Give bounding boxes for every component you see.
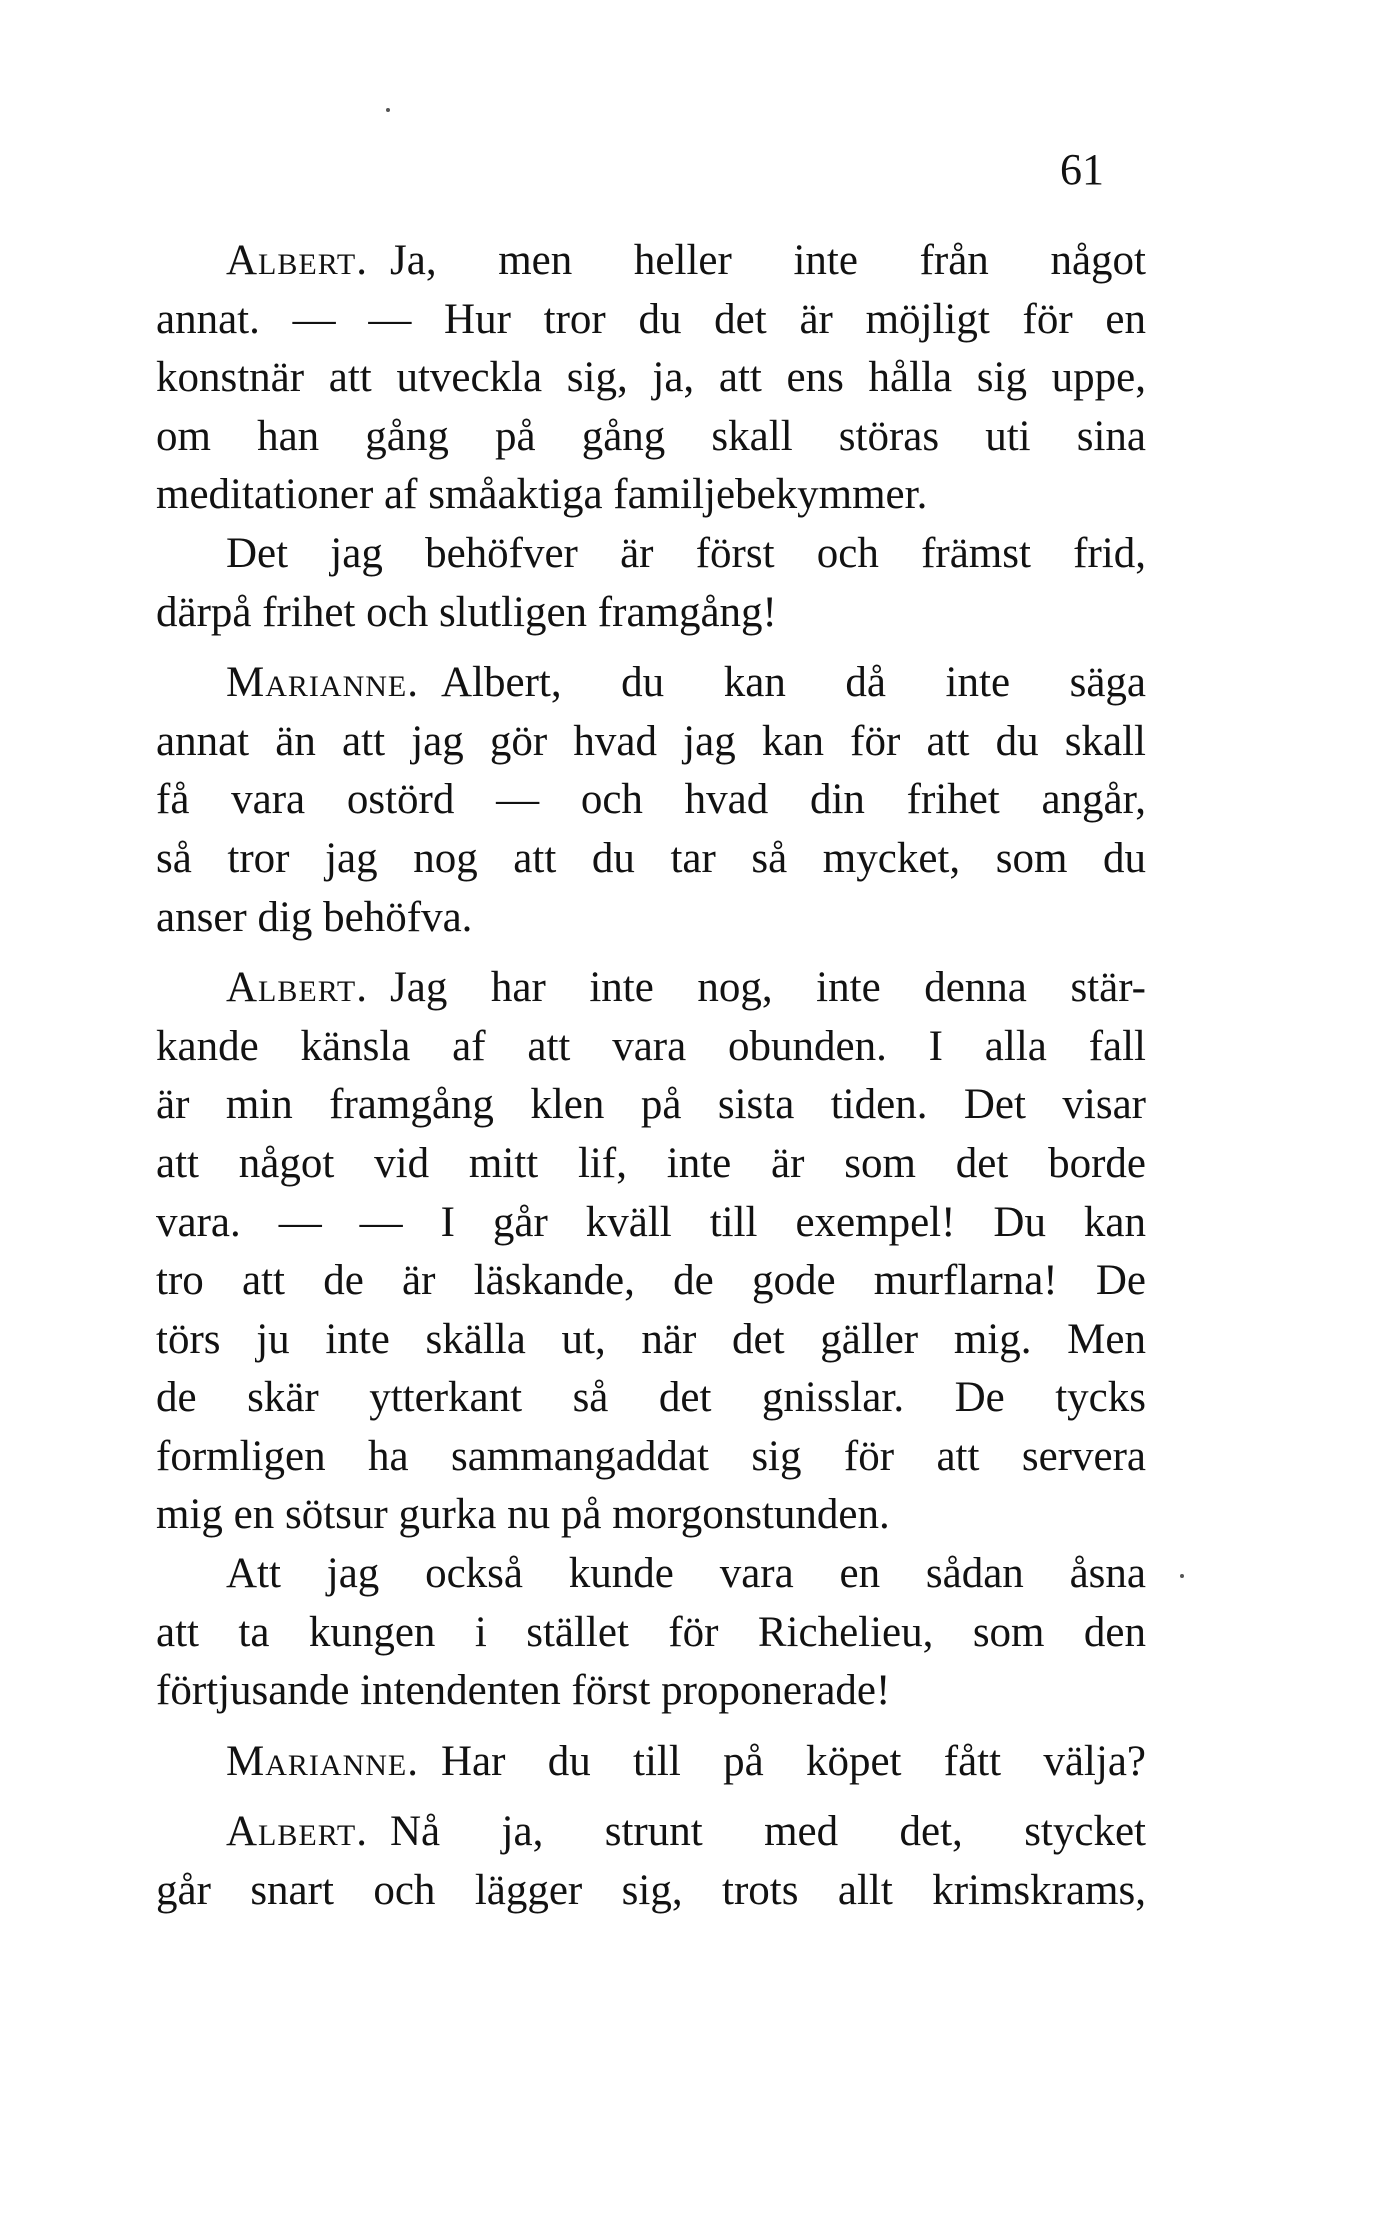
text-line: kande känsla af att vara obunden. I alla fall (156, 1022, 1146, 1070)
text-line: att något vid mitt lif, inte är som det borde (156, 1139, 1146, 1187)
text-line: få vara ostörd — och hvad din frihet angår, (156, 776, 1146, 824)
page-number: 61 (1060, 145, 1104, 194)
text-line: att ta kungen i stället för Richelieu, som den (156, 1608, 1146, 1656)
text-line: de skär ytterkant så det gnisslar. De tycks (156, 1374, 1146, 1422)
text-line: formligen ha sammangaddat sig för att servera (156, 1432, 1146, 1480)
speaker-name: Albert. (226, 964, 368, 1012)
paragraph-gap (156, 947, 1146, 959)
text-line: meditationer af småaktiga familjebekymmer. (156, 471, 928, 519)
print-speck (386, 108, 390, 112)
text-line: förtjusande intendenten först proponerade! (156, 1667, 891, 1715)
speaker-name: Albert. (226, 1808, 368, 1856)
speaker-name: Marianne. (226, 1737, 419, 1785)
text-line: går snart och lägger sig, trots allt krimskrams, (156, 1867, 1146, 1915)
text-line: så tror jag nog att du tar så mycket, som du (156, 834, 1146, 882)
text-line: Jag har inte nog, inte denna stär- (390, 964, 1146, 1012)
speaker-name: Marianne. (226, 659, 419, 707)
text-line: törs ju inte skälla ut, när det gäller mig. Men (156, 1315, 1146, 1363)
dialogue-line (156, 232, 1146, 291)
speaker-name: Albert. (226, 237, 368, 284)
paragraph-gap (156, 642, 1146, 654)
text-line: mig en sötsur gurka nu på morgonstunden. (156, 1491, 890, 1539)
dialogue-line (156, 959, 1146, 1018)
print-speck (1180, 1574, 1184, 1578)
dialogue-line (156, 1733, 1146, 1792)
text-line: är min framgång klen på sista tiden. Det visar (156, 1081, 1146, 1129)
text-line: om han gång på gång skall störas uti sina (156, 412, 1146, 460)
dialogue-line (156, 654, 1146, 713)
page-text (156, 232, 1146, 1921)
text-line: vara. — — I går kväll till exempel! Du kan (156, 1198, 1146, 1246)
text-line: Det jag behöfver är först och främst frid, (226, 529, 1146, 577)
text-line: anser dig behöfva. (156, 893, 473, 941)
text-line: Har du till på köpet fått välja? (440, 1737, 1146, 1785)
text-line: annat. — — Hur tror du det är möjligt för en (156, 295, 1146, 343)
text-line: Ja, men heller inte från något (390, 237, 1146, 284)
text-line: därpå frihet och slutligen framgång! (156, 588, 777, 636)
text-line: Att jag också kunde vara en sådan åsna (226, 1550, 1146, 1598)
paragraph-gap (156, 1791, 1146, 1803)
text-line: Albert, du kan då inte säga (440, 659, 1146, 707)
text-line: konstnär att utveckla sig, ja, att ens hålla sig uppe, (156, 354, 1146, 402)
dialogue-line (156, 1803, 1146, 1862)
text-line: annat än att jag gör hvad jag kan för att du skall (156, 717, 1146, 765)
text-line: Nå ja, strunt med det, stycket (390, 1808, 1146, 1856)
paragraph-gap (156, 1721, 1146, 1733)
text-line: tro att de är läskande, de gode murflarna! De (156, 1257, 1146, 1305)
